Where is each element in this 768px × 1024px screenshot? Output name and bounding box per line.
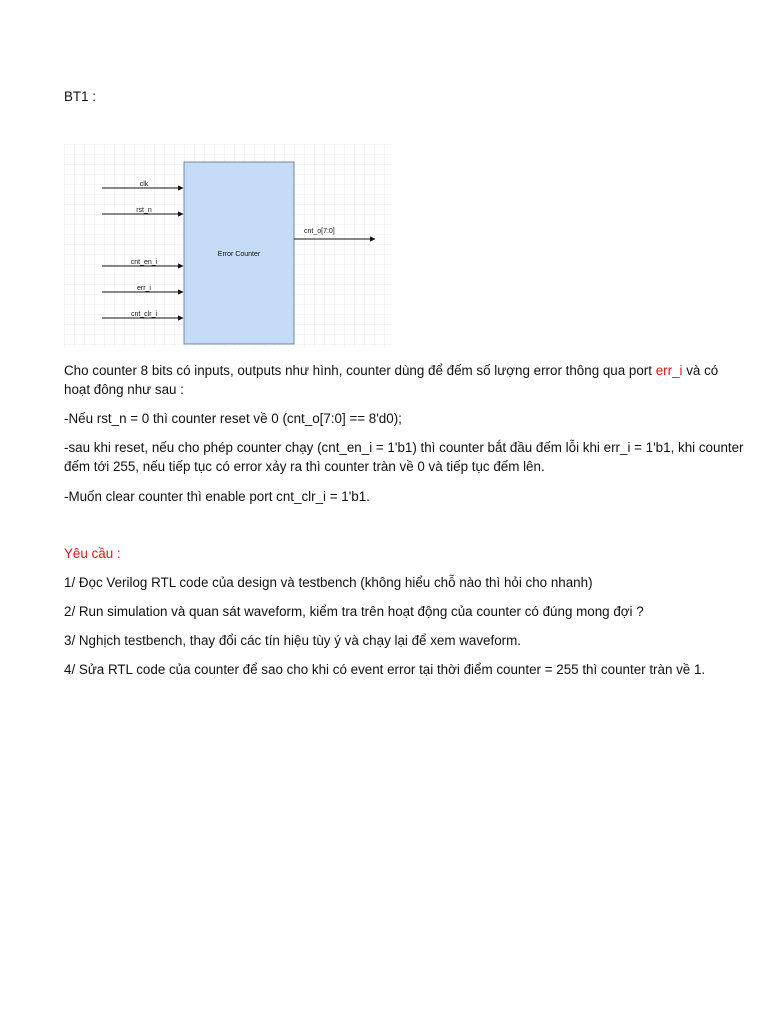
cnt-clr-i-label: cnt_clr_i [130, 311, 158, 318]
err-i-highlight: err_i [655, 363, 683, 378]
requirement-item: 4/ Sửa RTL code của counter để sao cho khi có event error tại thời điểm counter = 255 thì counter tràn về 1. [64, 662, 706, 677]
intro-paragraph [64, 361, 744, 399]
requirement-item: 2/ Run simulation và quan sát waveform, kiểm tra trên hoạt động của counter có đúng mong đợi ? [64, 604, 644, 619]
rst-n-label: rst_n [136, 207, 152, 214]
intro-text-end: và có hoạt đông như sau : [64, 363, 719, 397]
err-i-label: err_i [136, 285, 152, 292]
rule-clear: -Muốn clear counter thì enable port cnt_clr_i = 1'b1. [64, 489, 370, 504]
cnt-o-label: cnt_o[7:0] [304, 228, 335, 235]
intro-text: Cho counter 8 bits có inputs, outputs như hình, counter dùng để đếm số lượng error thông qua port [64, 363, 656, 378]
rule-count: -sau khi reset, nếu cho phép counter chạy (cnt_en_i = 1'b1) thì counter bắt đầu đếm lỗi khi err_i = 1'b1, khi counter đếm tới 255, nếu tiếp tục có error xảy ra thì counter tràn về 0 và tiếp tục đếm lên. [64, 440, 744, 474]
exercise-heading: BT1 : [64, 89, 96, 104]
clk-label: clk [139, 181, 149, 188]
requirements-heading: Yêu cầu : [64, 546, 121, 561]
requirement-item: 1/ Đọc Verilog RTL code của design và testbench (không hiểu chỗ nào thì hỏi cho nhanh) [64, 575, 593, 590]
error-counter-diagram [64, 144, 392, 346]
cnt-en-i-label: cnt_en_i [130, 259, 158, 266]
block-label: Error Counter [217, 251, 261, 258]
requirement-item: 3/ Nghịch testbench, thay đổi các tín hiệu tùy ý và chạy lại để xem waveform. [64, 633, 522, 648]
rule-reset: -Nếu rst_n = 0 thì counter reset về 0 (cnt_o[7:0] == 8'd0); [64, 411, 402, 426]
